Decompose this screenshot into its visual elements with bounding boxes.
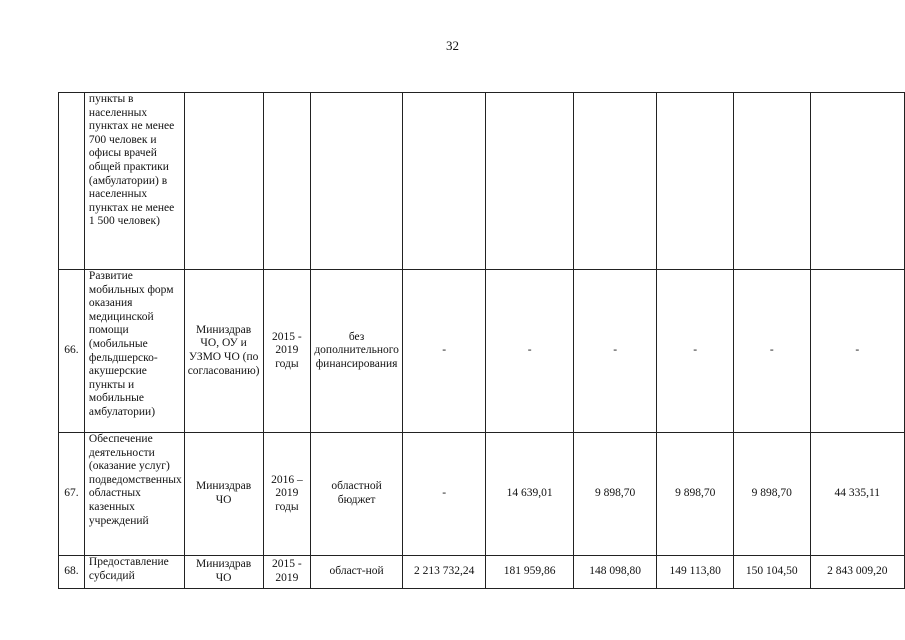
measure-name: Развитие мобильных форм оказания медицинской помощи (мобильные фельдшерско-акушерские пункты и мобильные амбулатории) bbox=[84, 270, 184, 433]
value-cell: 9 898,70 bbox=[573, 433, 657, 556]
row-number: 68. bbox=[59, 556, 85, 589]
executor-cell: Миниздрав ЧО, ОУ и УЗМО ЧО (по согласованию) bbox=[184, 270, 263, 433]
funding-source-cell: област-ной bbox=[311, 556, 403, 589]
term-cell: 2015 - 2019 bbox=[263, 556, 311, 589]
value-cell: 181 959,86 bbox=[486, 556, 573, 589]
value-cell: - bbox=[657, 270, 734, 433]
value-cell bbox=[573, 93, 657, 270]
value-cell: 2 213 732,24 bbox=[402, 556, 486, 589]
row-number: 67. bbox=[59, 433, 85, 556]
value-cell bbox=[486, 93, 573, 270]
executor-cell: Миниздрав ЧО bbox=[184, 556, 263, 589]
value-cell: 2 843 009,20 bbox=[810, 556, 904, 589]
table-row bbox=[59, 93, 905, 270]
table-row bbox=[59, 270, 905, 433]
term-cell bbox=[263, 93, 311, 270]
value-cell: - bbox=[402, 433, 486, 556]
term-cell: 2016 – 2019 годы bbox=[263, 433, 311, 556]
value-cell: 9 898,70 bbox=[657, 433, 734, 556]
value-cell: - bbox=[810, 270, 904, 433]
value-cell: - bbox=[486, 270, 573, 433]
measure-name: пункты в населенных пунктах не менее 700 человек и офисы врачей общей практики (амбулатории) в населенных пунктах не менее 1 500 человек) bbox=[84, 93, 184, 270]
table-row bbox=[59, 433, 905, 556]
value-cell: 9 898,70 bbox=[733, 433, 810, 556]
measure-name: Обеспечение деятельности (оказание услуг) подведомственных областных казенных учреждений bbox=[84, 433, 184, 556]
value-cell: - bbox=[733, 270, 810, 433]
measure-name: Предоставление субсидий bbox=[84, 556, 184, 589]
value-cell: - bbox=[402, 270, 486, 433]
value-cell: 14 639,01 bbox=[486, 433, 573, 556]
value-cell: 149 113,80 bbox=[657, 556, 734, 589]
value-cell: 148 098,80 bbox=[573, 556, 657, 589]
value-cell bbox=[402, 93, 486, 270]
page-number: 32 bbox=[446, 38, 459, 53]
executor-cell bbox=[184, 93, 263, 270]
value-cell bbox=[657, 93, 734, 270]
executor-cell: Миниздрав ЧО bbox=[184, 433, 263, 556]
value-cell: 44 335,11 bbox=[810, 433, 904, 556]
row-number bbox=[59, 93, 85, 270]
row-number: 66. bbox=[59, 270, 85, 433]
value-cell: - bbox=[573, 270, 657, 433]
funding-source-cell bbox=[311, 93, 403, 270]
value-cell: 150 104,50 bbox=[733, 556, 810, 589]
funding-source-cell: без дополнительного финансирования bbox=[311, 270, 403, 433]
table-row bbox=[59, 556, 905, 589]
term-cell: 2015 - 2019 годы bbox=[263, 270, 311, 433]
funding-source-cell: областной бюджет bbox=[311, 433, 403, 556]
value-cell bbox=[810, 93, 904, 270]
program-table bbox=[58, 92, 905, 589]
value-cell bbox=[733, 93, 810, 270]
